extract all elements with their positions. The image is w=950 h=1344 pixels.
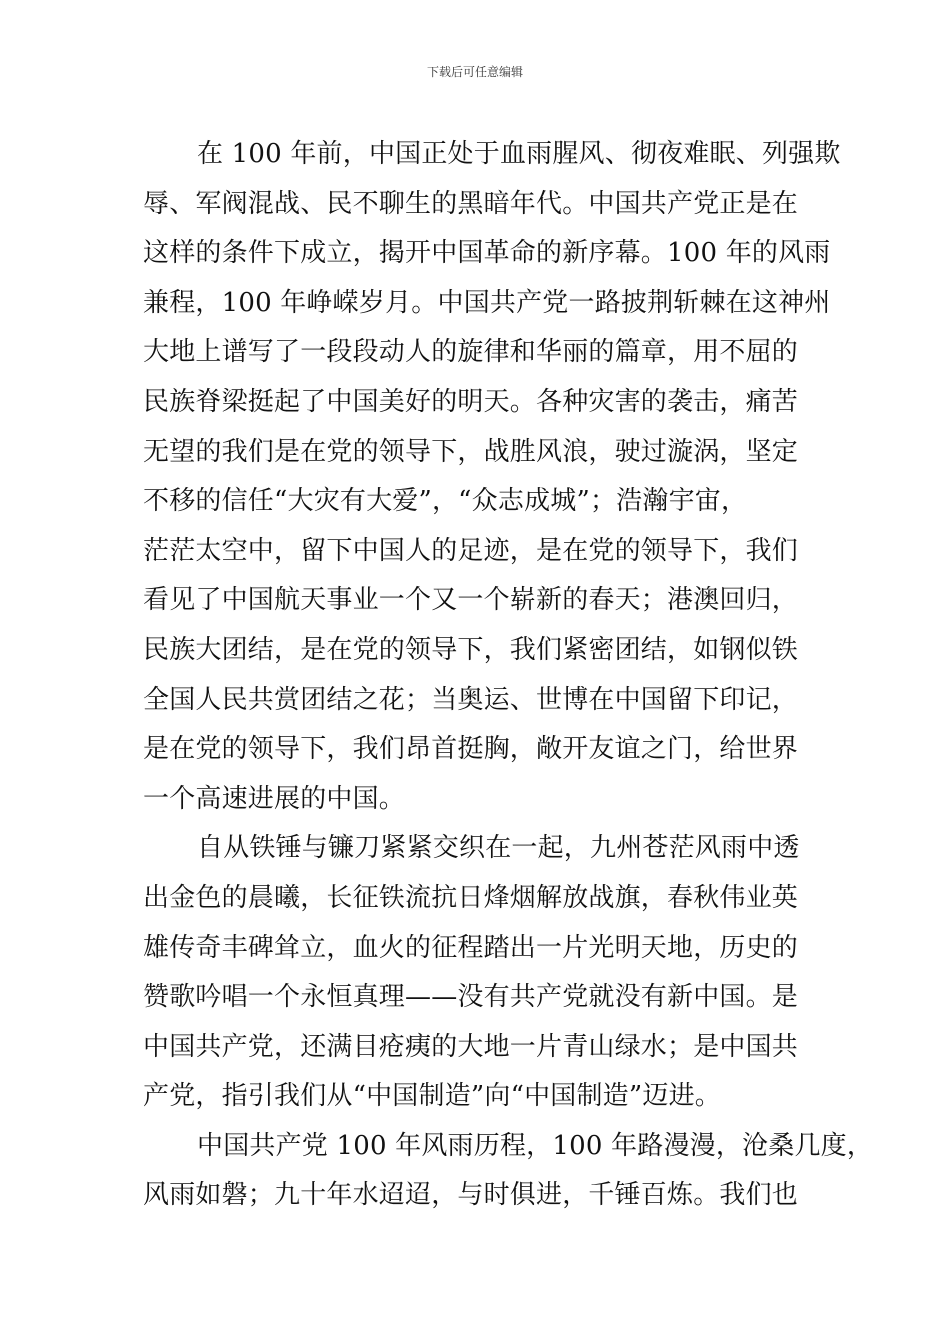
paragraph-line: 出金色的晨曦，长征铁流抗日烽烟解放战旗，春秋伟业英 <box>143 882 799 913</box>
paragraph-line: 兼程，100 年峥嵘岁月。中国共产党一路披荆斩棘在这神州 <box>143 287 831 318</box>
paragraph-line: 辱、军阀混战、民不聊生的黑暗年代。中国共产党正是在 <box>143 188 799 219</box>
paragraph-line: 无望的我们是在党的领导下，战胜风浪，驶过漩涡，坚定 <box>143 436 799 467</box>
paragraph-line: 是在党的领导下，我们昂首挺胸，敞开友谊之门，给世界 <box>143 734 799 765</box>
paragraph-line: 自从铁锤与镰刀紧紧交织在一起，九州苍茫风雨中透 <box>197 833 800 864</box>
paragraph-line: 茫茫太空中，留下中国人的足迹，是在党的领导下，我们 <box>143 535 799 566</box>
paragraph-line: 这样的条件下成立，揭开中国革命的新序幕。100 年的风雨 <box>143 238 831 269</box>
paragraph-line: 中国共产党，还满目疮痍的大地一片青山绿水；是中国共 <box>143 1031 799 1062</box>
paragraph-line: 在 100 年前，中国正处于血雨腥风、彻夜难眠、列强欺 <box>197 139 841 169</box>
document-body <box>143 130 874 1221</box>
paragraph-1 <box>143 130 841 824</box>
paragraph-line: 赞歌吟唱一个永恒真理——没有共产党就没有新中国。是 <box>143 982 799 1013</box>
paragraph-line: 风雨如磐；九十年水迢迢，与时俱进，千锤百炼。我们也 <box>143 1180 799 1211</box>
paragraph-line: 看见了中国航天事业一个又一个崭新的春天；港澳回归， <box>143 585 799 616</box>
paragraph-line: 民族大团结，是在党的领导下，我们紧密团结，如钢似铁 <box>143 634 799 665</box>
paragraph-line: 大地上谱写了一段段动人的旋律和华丽的篇章，用不屈的 <box>143 337 799 368</box>
paragraph-line: 全国人民共赏团结之花；当奥运、世博在中国留下印记， <box>143 684 799 715</box>
paragraph-line: 产党，指引我们从“中国制造”向“中国制造”迈进。 <box>143 1081 721 1112</box>
page-header: 下载后可任意编辑 <box>426 65 523 79</box>
paragraph-line: 一个高速进展的中国。 <box>143 783 406 814</box>
paragraph-3 <box>143 1122 874 1221</box>
paragraph-line: 雄传奇丰碑耸立，血火的征程踏出一片光明天地，历史的 <box>143 932 799 963</box>
paragraph-2 <box>143 824 809 1122</box>
paragraph-line: 中国共产党 100 年风雨历程，100 年路漫漫，沧桑几度， <box>197 1130 874 1161</box>
paragraph-line: 民族脊梁挺起了中国美好的明天。各种灾害的袭击，痛苦 <box>143 386 799 417</box>
paragraph-line: 不移的信任“大灾有大爱”，“众志成城”；浩瀚宇宙， <box>143 486 748 517</box>
